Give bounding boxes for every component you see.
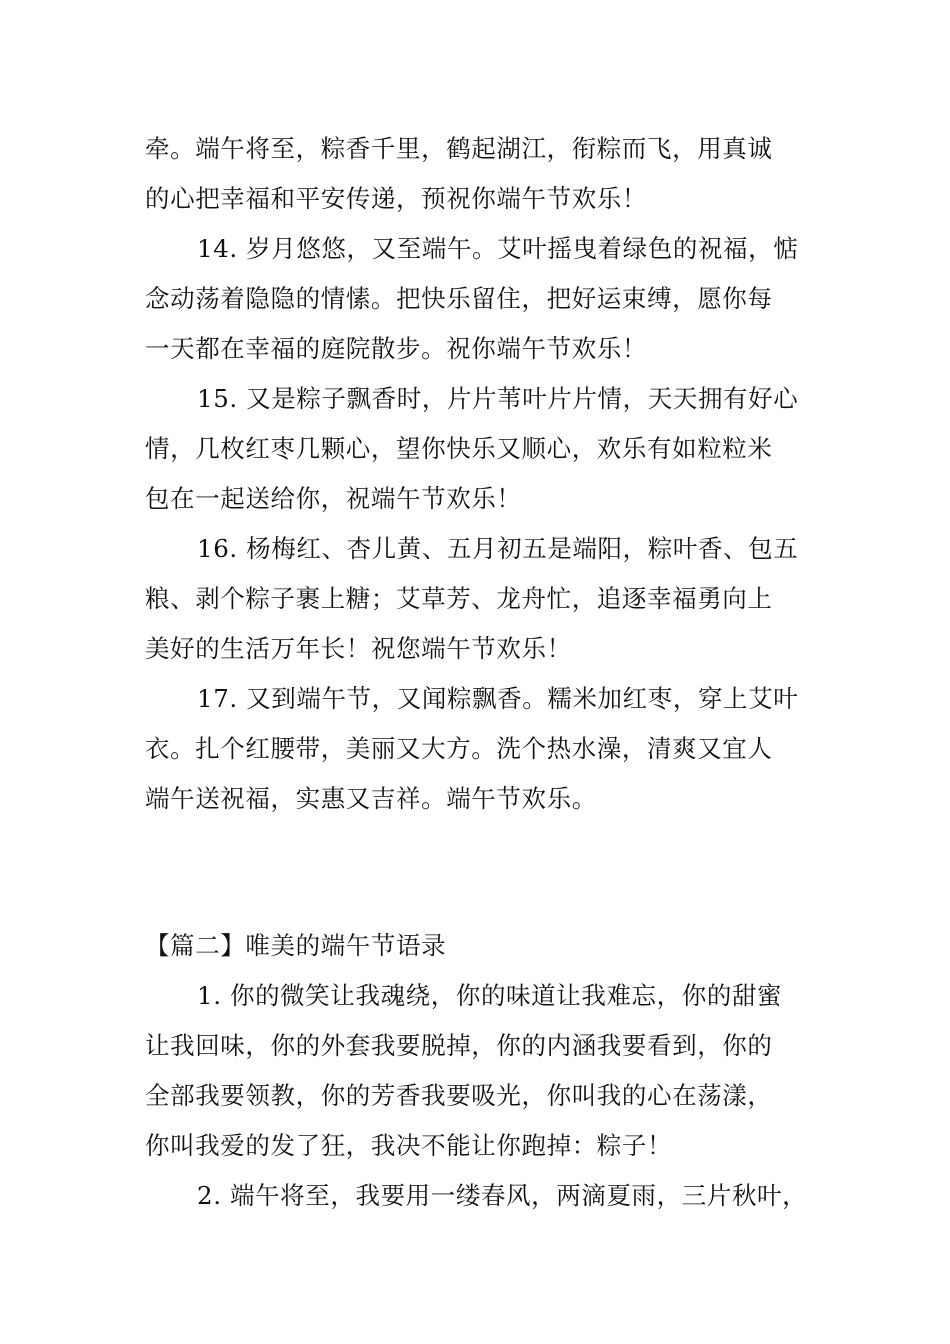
section-heading: 【篇二】唯美的端午节语录 [145, 931, 447, 960]
text-line: 粮、剥个粽子裹上糖；艾草芳、龙舟忙，追逐幸福勇向上 [145, 584, 773, 613]
text-line: 美好的生活万年长！祝您端午节欢乐！ [145, 634, 572, 663]
paragraph-17-start: 17. 又到端午节，又闻粽飘香。糯米加红枣，穿上艾叶 [197, 684, 799, 713]
text-line: 念动荡着隐隐的情愫。把快乐留住，把好运束缚，愿你每 [145, 284, 773, 313]
text-line: 衣。扎个红腰带，美丽又大方。洗个热水澡，清爽又宜人 [145, 734, 773, 763]
text-line: 让我回味，你的外套我要脱掉，你的内涵我要看到，你的 [145, 1031, 773, 1060]
text-line: 牵。端午将至，粽香千里，鹤起湖江，衔粽而飞，用真诚 [145, 134, 773, 163]
text-line: 你叫我爱的发了狂，我决不能让你跑掉：粽子！ [145, 1131, 673, 1160]
section-paragraph-2-start: 2. 端午将至，我要用一缕春风，两滴夏雨，三片秋叶， [197, 1181, 808, 1210]
text-line: 的心把幸福和平安传递，预祝你端午节欢乐！ [145, 184, 647, 213]
paragraph-15-start: 15. 又是粽子飘香时，片片苇叶片片情，天天拥有好心 [197, 384, 799, 413]
paragraph-14-start: 14. 岁月悠悠，又至端午。艾叶摇曳着绿色的祝福，惦 [197, 234, 799, 263]
text-line: 端午送祝福，实惠又吉祥。端午节欢乐。 [145, 784, 597, 813]
text-line: 包在一起送给你，祝端午节欢乐！ [145, 484, 522, 513]
section-paragraph-1-start: 1. 你的微笑让我魂绕，你的味道让我难忘，你的甜蜜 [197, 981, 783, 1010]
text-line: 全部我要领教，你的芳香我要吸光，你叫我的心在荡漾， [145, 1081, 773, 1110]
paragraph-16-start: 16. 杨梅红、杏儿黄、五月初五是端阳，粽叶香、包五 [197, 534, 799, 563]
text-line: 一天都在幸福的庭院散步。祝你端午节欢乐！ [145, 334, 647, 363]
text-line: 情，几枚红枣几颗心，望你快乐又顺心，欢乐有如粒粒米 [145, 434, 773, 463]
